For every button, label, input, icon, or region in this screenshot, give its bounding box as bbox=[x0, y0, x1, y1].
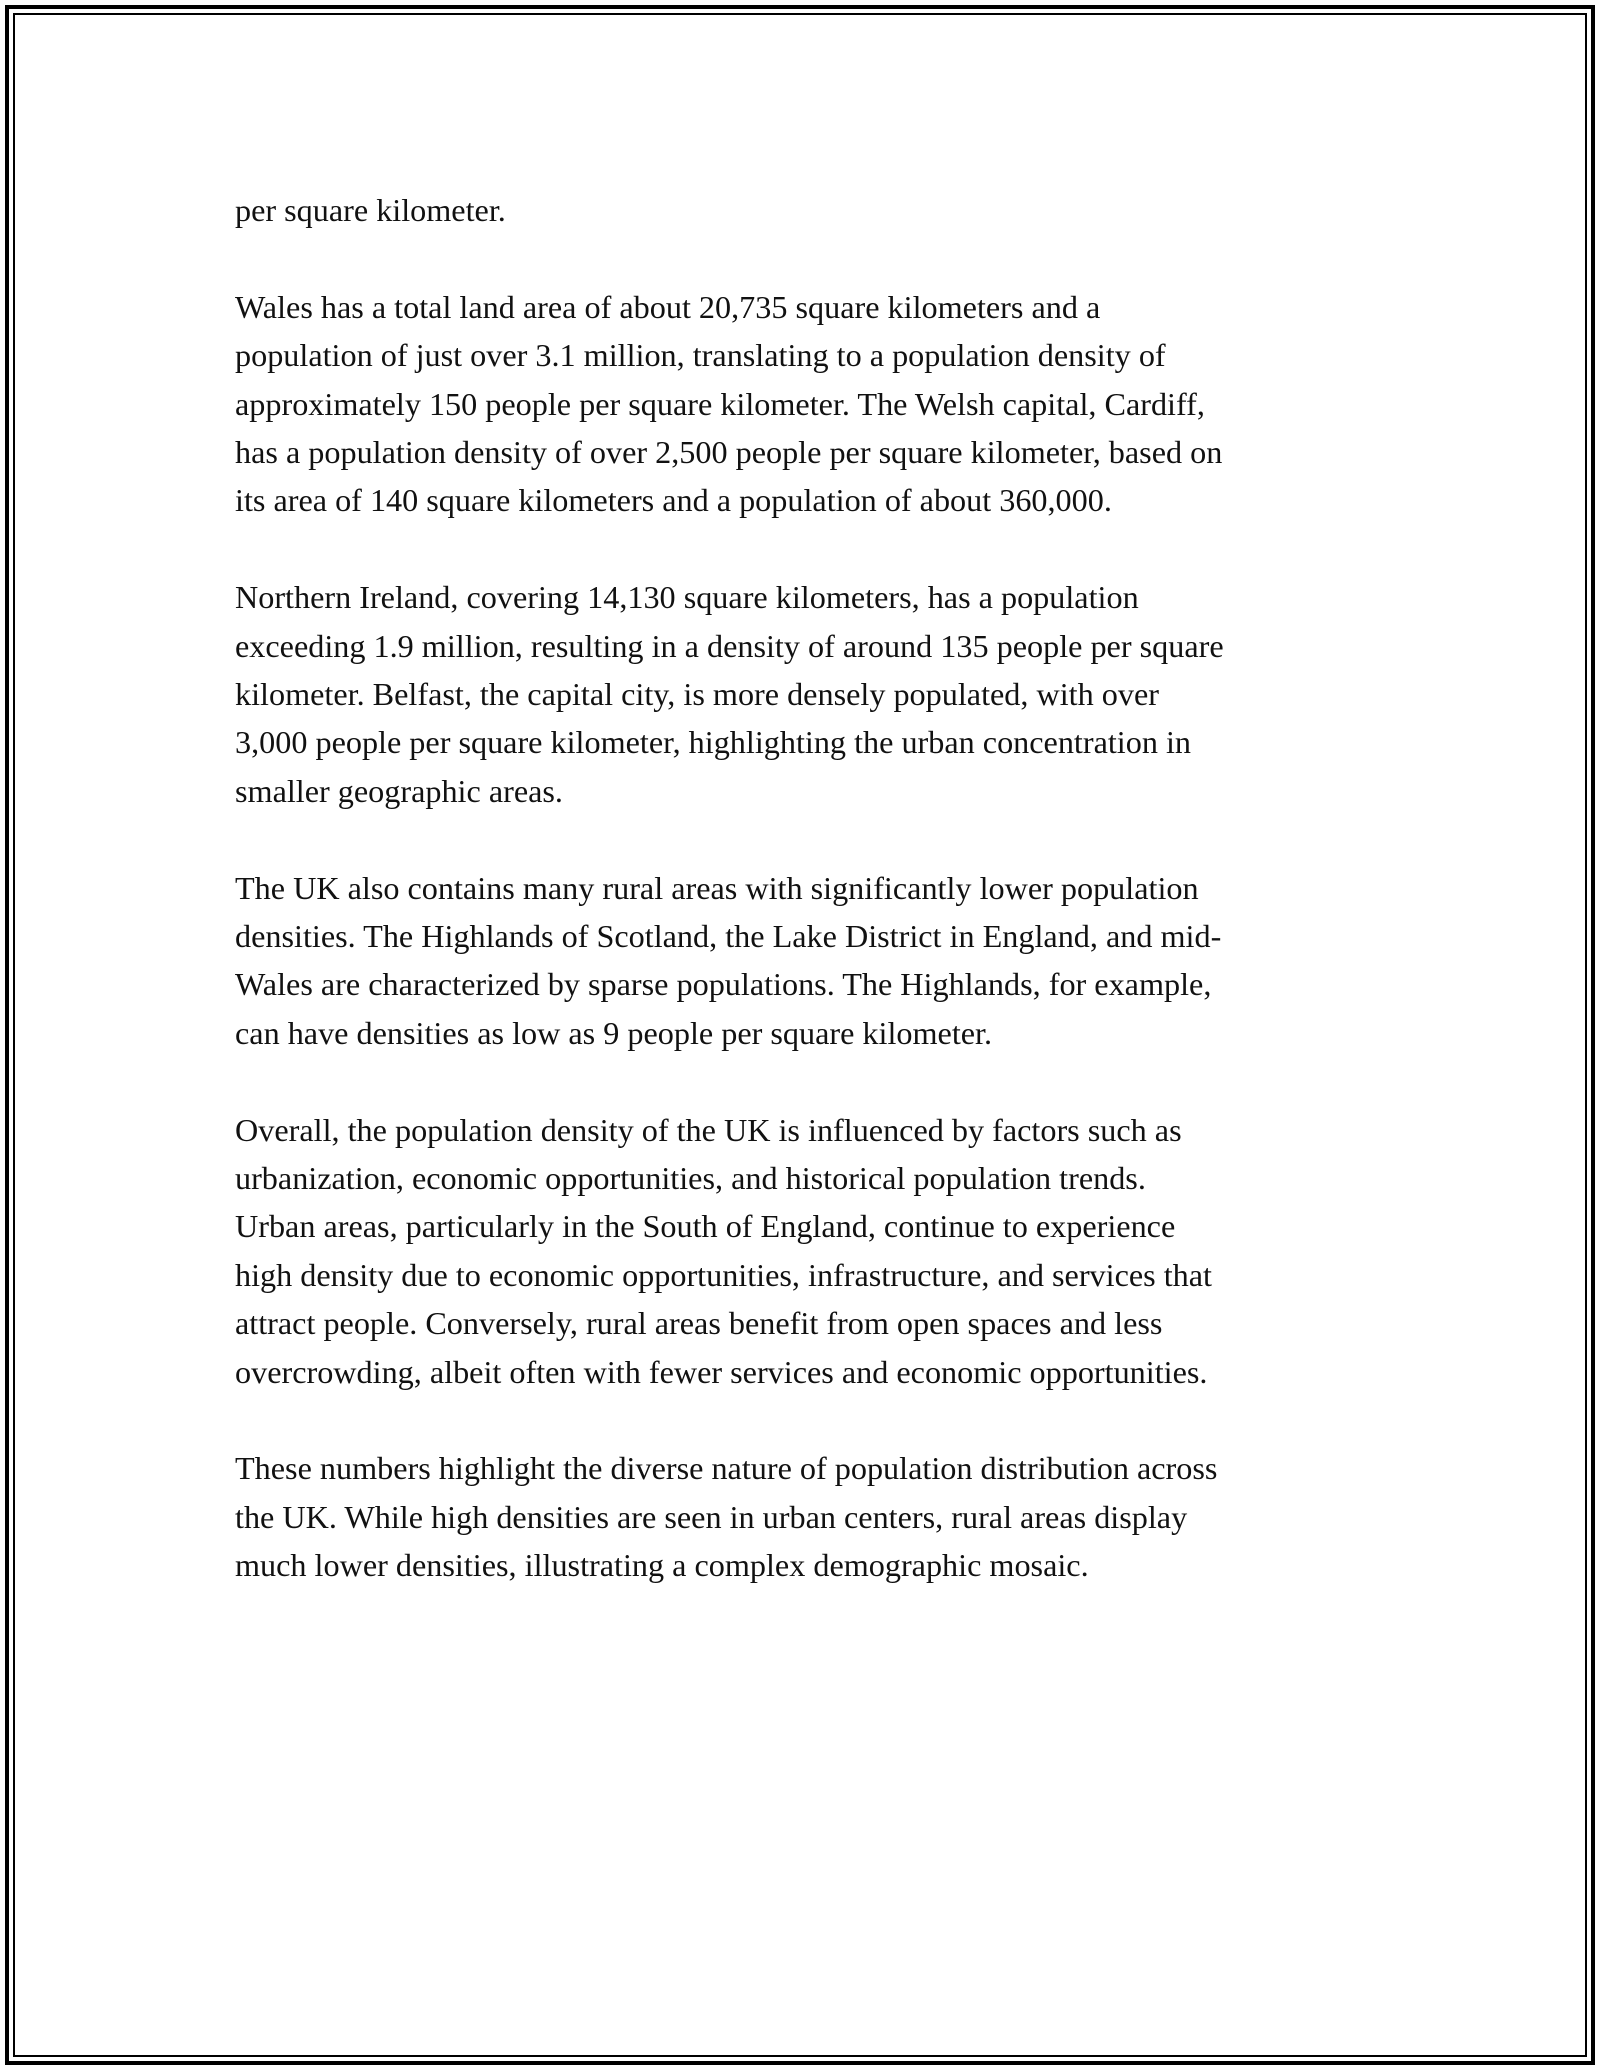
paragraph-wales: Wales has a total land area of about 20,735 square kilometers and a population of just over 3.1 million, translating to a population density of approximately 150 people per square kilometer. The Welsh capital, Cardiff, has a population density of over 2,500 people per square kilometer, based on its area of 140 square kilometers and a population of about 360,000. bbox=[235, 288, 1223, 519]
paragraph-overall: Overall, the population density of the UK is influenced by factors such as urbanization, economic opportunities, and historical population trends. Urban areas, particularly in the South of England, continue to experience high density due to economic opportunities, infrastructure, and services that attract people. Conversely, rural areas benefit from open spaces and less overcrowding, albeit often with fewer services and economic opportunities. bbox=[235, 1111, 1212, 1390]
paragraph-conclusion: These numbers highlight the diverse nature of population distribution across the UK. While high densities are seen in urban centers, rural areas display much lower densities, illustrating a complex demographic mosaic. bbox=[235, 1450, 1218, 1584]
document-body bbox=[235, 186, 1385, 1638]
paragraph-rural-areas: The UK also contains many rural areas with significantly lower population densities. The Highlands of Scotland, the Lake District in England, and mid- Wales are characterized by sparse populations. The Highlands, for example, can have densities as low as 9 people per square kilometer. bbox=[235, 869, 1222, 1051]
paragraph-northern-ireland: Northern Ireland, covering 14,130 square kilometers, has a population exceeding 1.9 million, resulting in a density of around 135 people per square kilometer. Belfast, the capital city, is more densely populated, with over 3,000 people per square kilometer, highlighting the urban concentration in smaller geographic areas. bbox=[235, 579, 1224, 809]
paragraph-continuation: per square kilometer. bbox=[235, 192, 506, 228]
